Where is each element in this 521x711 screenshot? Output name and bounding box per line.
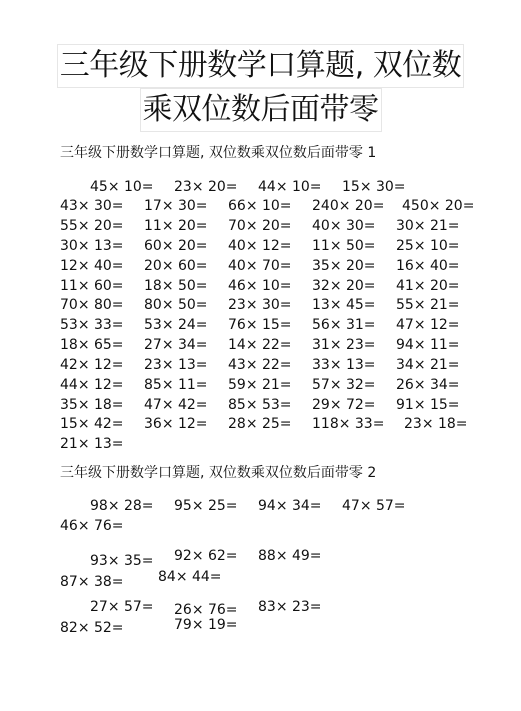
problem: 36× 12= [144,416,208,432]
problem: 46× 10= [228,278,292,294]
problem: 15× 30= [342,179,406,195]
problem: 240× 20= [312,198,385,214]
problem: 18× 50= [144,278,208,294]
problem: 53× 24= [144,317,208,333]
problem: 94× 34= [258,498,322,514]
problem: 14× 22= [228,337,292,353]
problem: 41× 20= [396,278,460,294]
problem: 82× 52= [60,620,124,636]
section-1-heading: 三年级下册数学口算题, 双位数乘双位数后面带零 1 [60,145,377,161]
problem: 46× 76= [60,518,124,534]
problem: 118× 33= [312,416,385,432]
problem: 47× 12= [396,317,460,333]
problem: 44× 10= [258,179,322,195]
problem: 11× 50= [312,238,376,254]
problem: 18× 65= [60,337,124,353]
problem: 88× 49= [258,548,322,564]
problem: 23× 20= [174,179,238,195]
problem: 94× 11= [396,337,460,353]
problem: 26× 76= [174,602,238,618]
problem: 43× 22= [228,357,292,373]
problem: 35× 20= [312,258,376,274]
problem: 53× 33= [60,317,124,333]
problem: 29× 72= [312,397,376,413]
problem: 11× 20= [144,218,208,234]
problem: 26× 34= [396,377,460,393]
problem: 57× 32= [312,377,376,393]
problem: 21× 13= [60,436,124,452]
problem: 33× 13= [312,357,376,373]
problem: 98× 28= [90,498,154,514]
problem: 17× 30= [144,198,208,214]
problem: 40× 30= [312,218,376,234]
problem: 79× 19= [174,617,238,633]
problem: 43× 30= [60,198,124,214]
problem: 20× 60= [144,258,208,274]
problem: 15× 42= [60,416,124,432]
title-line-1: 三年级下册数学口算题, 双位数 [57,44,465,88]
problem: 91× 15= [396,397,460,413]
problem: 23× 18= [404,416,468,432]
problem: 30× 21= [396,218,460,234]
problem: 28× 25= [228,416,292,432]
problem: 87× 38= [60,574,124,590]
problem: 12× 40= [60,258,124,274]
problem: 40× 70= [228,258,292,274]
problem: 32× 20= [312,278,376,294]
problem: 27× 57= [90,599,154,615]
problem: 23× 30= [228,297,292,313]
problem: 44× 12= [60,377,124,393]
problem: 85× 53= [228,397,292,413]
problem: 55× 20= [60,218,124,234]
problem: 70× 80= [60,297,124,313]
problem: 93× 35= [90,553,154,569]
problem: 59× 21= [228,377,292,393]
problem: 47× 42= [144,397,208,413]
problem: 95× 25= [174,498,238,514]
problem: 27× 34= [144,337,208,353]
problem: 55× 21= [396,297,460,313]
problem: 60× 20= [144,238,208,254]
problem: 56× 31= [312,317,376,333]
problem: 80× 50= [144,297,208,313]
problem: 13× 45= [312,297,376,313]
problem: 47× 57= [342,498,406,514]
problem: 34× 21= [396,357,460,373]
problem: 40× 12= [228,238,292,254]
problem: 84× 44= [158,569,222,585]
problem: 23× 13= [144,357,208,373]
problem: 35× 18= [60,397,124,413]
problem: 11× 60= [60,278,124,294]
title-line-2: 乘双位数后面带零 [140,88,382,132]
page-title [0,44,521,132]
problem: 66× 10= [228,198,292,214]
section-2-heading: 三年级下册数学口算题, 双位数乘双位数后面带零 2 [60,465,377,481]
problem: 25× 10= [396,238,460,254]
problem: 42× 12= [60,357,124,373]
problem: 45× 10= [90,179,154,195]
problem: 76× 15= [228,317,292,333]
problem: 70× 20= [228,218,292,234]
problem: 450× 20= [402,198,475,214]
problem: 16× 40= [396,258,460,274]
problem: 30× 13= [60,238,124,254]
problem: 83× 23= [258,599,322,615]
problem: 92× 62= [174,548,238,564]
problem: 31× 23= [312,337,376,353]
problem: 85× 11= [144,377,208,393]
